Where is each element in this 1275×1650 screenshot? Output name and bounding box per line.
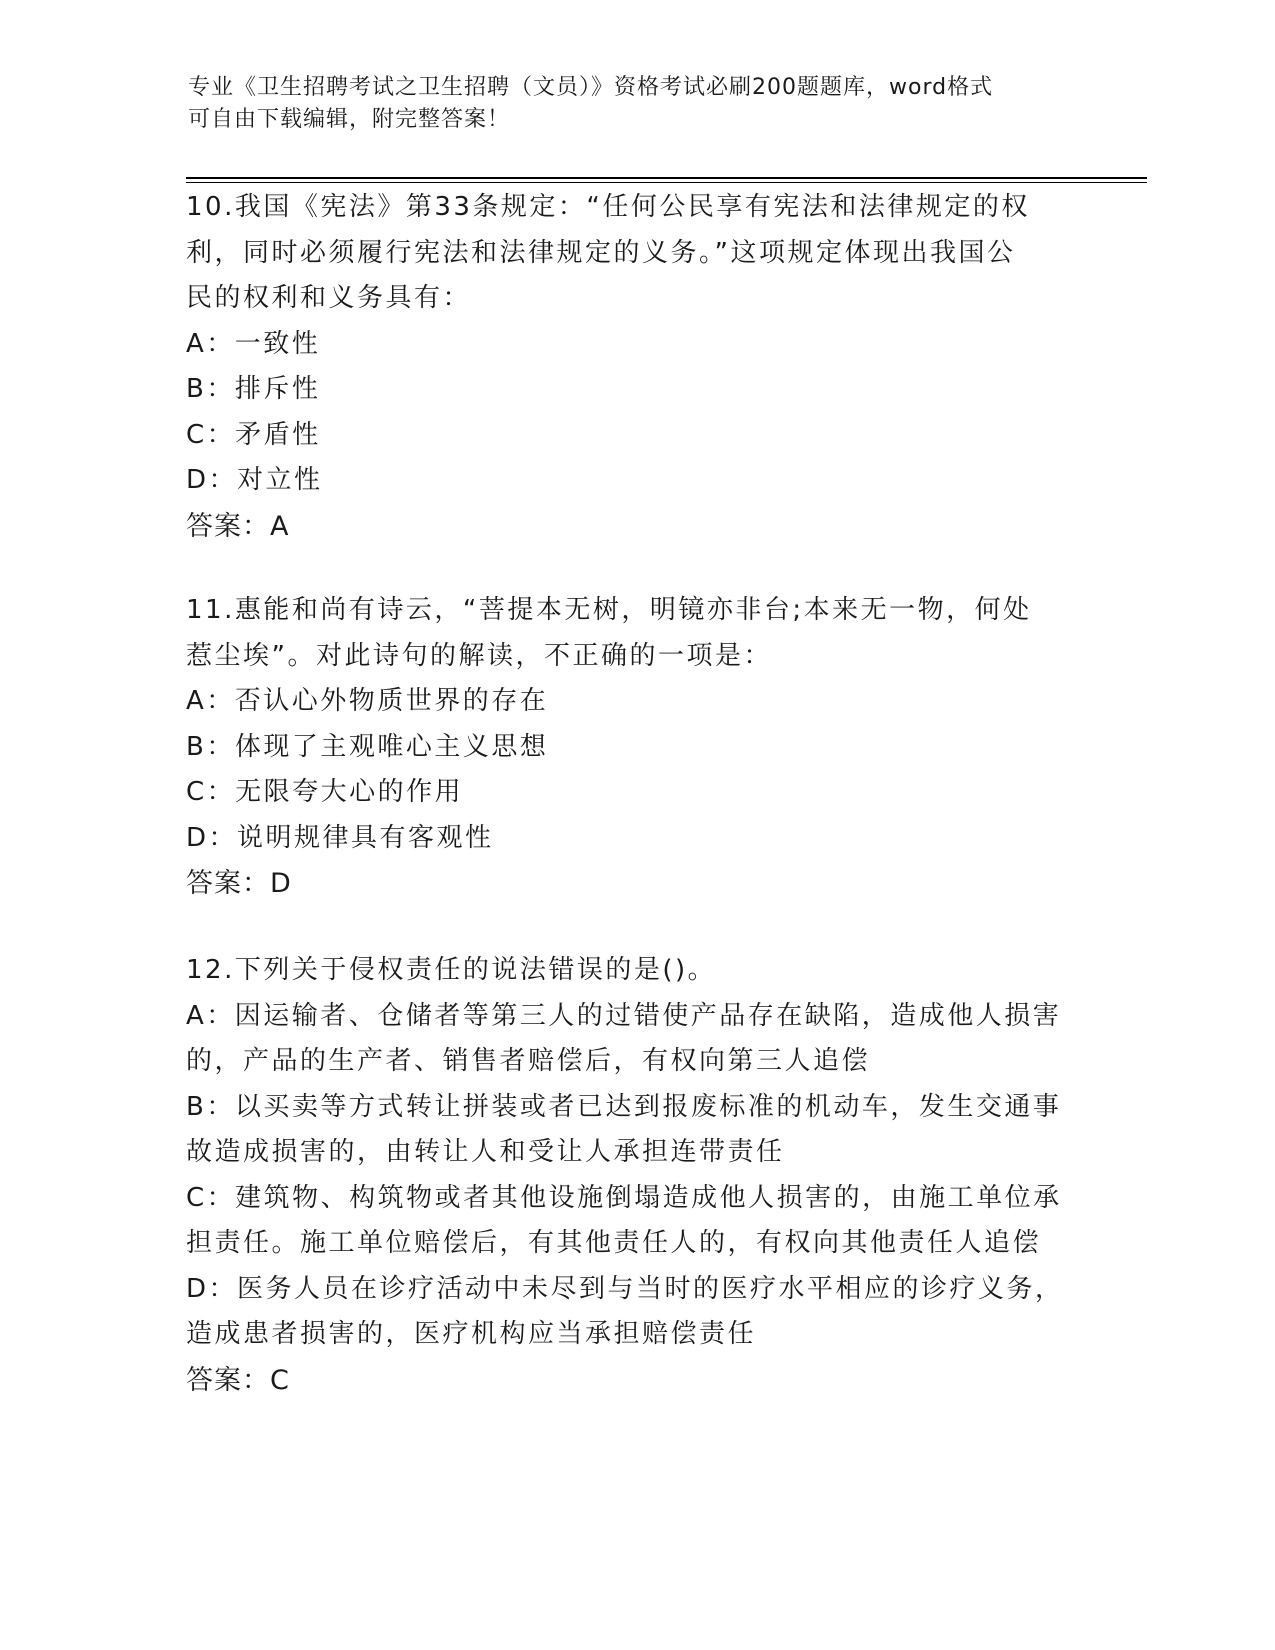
- option-b-line: 故造成损害的，由转让人和受让人承担连带责任: [186, 1137, 785, 1167]
- option-b: B：体现了主观唯心主义思想: [186, 731, 549, 762]
- option-c: C：矛盾性: [186, 419, 321, 450]
- header-divider-thin: [186, 182, 1147, 183]
- option-c-line: 担责任。施工单位赔偿后，有其他责任人的，有权向其他责任人追偿: [186, 1228, 1042, 1258]
- question-11: [186, 588, 1086, 907]
- option-c-line: C：建筑物、构筑物或者其他设施倒塌造成他人损害的，由施工单位承: [186, 1182, 1062, 1213]
- header-divider: [186, 177, 1147, 179]
- answer-label: 答案：C: [186, 1364, 290, 1396]
- option-a: A：一致性: [186, 328, 321, 359]
- option-c: C：无限夸大心的作用: [186, 777, 464, 807]
- header-line-1: 专业《卫生招聘考试之卫生招聘（文员）》资格考试必刷200题题库，word格式: [188, 75, 994, 100]
- answer-label: 答案：D: [186, 868, 292, 899]
- question-stem-line: 12.下列关于侵权责任的说法错误的是()。: [186, 955, 717, 985]
- option-d-line: 造成患者损害的，医疗机构应当承担赔偿责任: [186, 1319, 757, 1349]
- answer-label: 答案：A: [186, 510, 290, 542]
- question-stem-line: 11.惠能和尚有诗云，“菩提本无树，明镜亦非台;本来无一物，何处: [186, 595, 1032, 625]
- question-12: [186, 948, 1086, 1403]
- question-stem-line: 利，同时必须履行宪法和法律规定的义务。”这项规定体现出我国公: [186, 237, 1016, 268]
- question-stem-line: 10.我国《宪法》第33条规定：“任何公民享有宪法和法律规定的权: [186, 192, 1030, 222]
- question-stem-line: 惹尘埃”。对此诗句的解读，不正确的一项是：: [186, 640, 772, 671]
- option-a-line: A：因运输者、仓储者等第三人的过错使产品存在缺陷，造成他人损害: [186, 1000, 1062, 1031]
- option-b: B：排斥性: [186, 374, 321, 404]
- header-line-2: 可自由下载编辑，附完整答案！: [188, 107, 511, 132]
- option-d-line: D：医务人员在诊疗活动中未尽到与当时的医疗水平相应的诊疗义务，: [186, 1273, 1064, 1304]
- option-a: A：否认心外物质世界的存在: [186, 686, 549, 716]
- question-stem-line: 民的权利和义务具有：: [186, 283, 472, 313]
- question-10: [186, 185, 1086, 549]
- option-a-line: 的，产品的生产者、销售者赔偿后，有权向第三人追偿: [186, 1046, 871, 1076]
- page-header: [188, 72, 1068, 136]
- option-d: D：对立性: [186, 465, 323, 495]
- option-d: D：说明规律具有客观性: [186, 822, 494, 853]
- option-b-line: B：以买卖等方式转让拼装或者已达到报废标准的机动车，发生交通事: [186, 1091, 1062, 1122]
